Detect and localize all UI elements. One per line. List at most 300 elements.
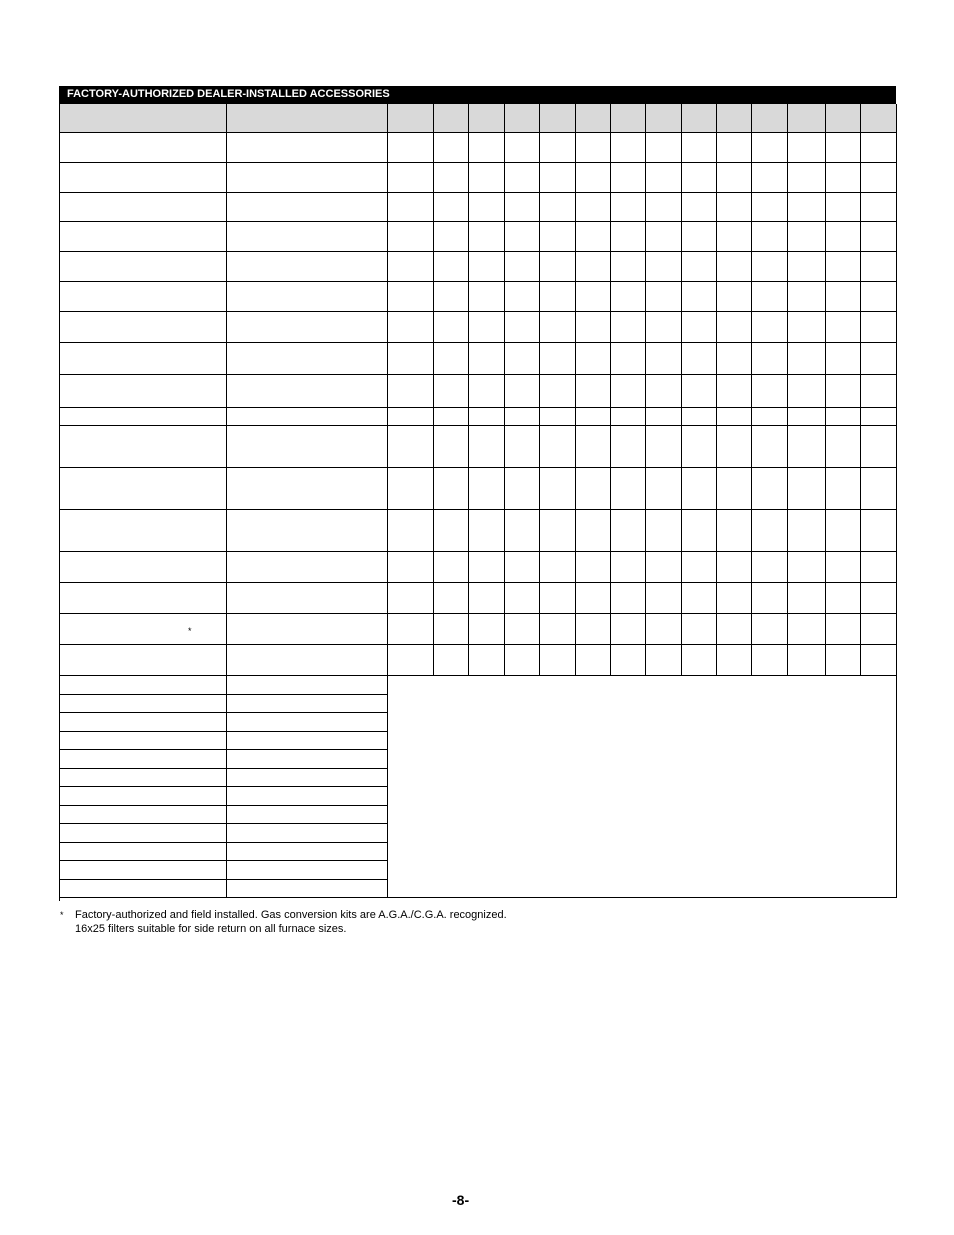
table-cell — [388, 252, 434, 282]
table-cell — [505, 252, 540, 282]
table-cell — [576, 510, 611, 552]
table-cell — [227, 193, 388, 222]
table-cell — [540, 510, 576, 552]
table-cell — [646, 193, 682, 222]
table-cell — [861, 614, 897, 645]
table-cell — [227, 343, 388, 375]
table-cell — [717, 312, 752, 343]
table-cell — [505, 193, 540, 222]
table-cell — [388, 193, 434, 222]
table-cell — [576, 408, 611, 426]
table-cell — [540, 252, 576, 282]
table-cell — [682, 426, 717, 468]
table-cell — [227, 252, 388, 282]
table-cell — [861, 163, 897, 193]
table-cell — [788, 163, 826, 193]
table-cell — [469, 222, 505, 252]
table-cell — [60, 861, 227, 880]
table-cell — [611, 468, 646, 510]
table-cell — [611, 552, 646, 583]
table-cell — [60, 843, 227, 861]
table-cell — [861, 312, 897, 343]
table-cell — [576, 583, 611, 614]
table-cell — [646, 133, 682, 163]
table-cell — [227, 222, 388, 252]
table-cell — [60, 614, 227, 645]
table-cell — [861, 133, 897, 163]
table-cell — [826, 163, 861, 193]
table-cell — [646, 468, 682, 510]
table-cell — [611, 614, 646, 645]
table-cell — [682, 133, 717, 163]
table-cell — [826, 426, 861, 468]
table-cell — [227, 732, 388, 750]
table-cell — [826, 468, 861, 510]
table-cell — [682, 375, 717, 408]
table-cell — [717, 468, 752, 510]
table-cell — [788, 252, 826, 282]
table-cell — [505, 552, 540, 583]
table-cell — [826, 282, 861, 312]
table-cell — [861, 645, 897, 676]
table-cell — [752, 163, 788, 193]
table-cell — [646, 375, 682, 408]
table-cell — [646, 552, 682, 583]
table-cell — [826, 133, 861, 163]
footnote-line-1: Factory-authorized and field installed. Gas conversion kits are A.G.A./C.G.A. recognized. — [75, 909, 507, 921]
table-cell — [717, 163, 752, 193]
table-cell — [752, 468, 788, 510]
table-cell — [752, 222, 788, 252]
table-cell — [576, 252, 611, 282]
table-cell — [826, 645, 861, 676]
table-cell — [388, 614, 434, 645]
footnote-marker: * — [60, 910, 64, 920]
table-cell — [434, 614, 469, 645]
table-cell — [717, 193, 752, 222]
table-cell — [469, 645, 505, 676]
table-cell — [469, 312, 505, 343]
table-cell — [505, 343, 540, 375]
table-cell — [434, 645, 469, 676]
table-cell — [60, 806, 227, 824]
table-cell — [227, 676, 388, 695]
table-cell — [505, 614, 540, 645]
table-cell — [540, 408, 576, 426]
table-cell — [540, 375, 576, 408]
table-cell — [826, 583, 861, 614]
table-cell — [826, 252, 861, 282]
table-cell — [611, 222, 646, 252]
table-cell — [388, 510, 434, 552]
table-cell — [505, 468, 540, 510]
table-cell — [788, 222, 826, 252]
table-cell — [788, 312, 826, 343]
table-cell — [788, 133, 826, 163]
table-cell — [540, 426, 576, 468]
header-cell — [540, 104, 576, 133]
table-cell — [388, 375, 434, 408]
table-cell — [60, 676, 227, 695]
table-cell — [469, 552, 505, 583]
table-cell — [752, 312, 788, 343]
table-cell — [826, 408, 861, 426]
table-cell — [469, 468, 505, 510]
table-cell — [682, 282, 717, 312]
table-cell — [717, 552, 752, 583]
table-cell — [540, 163, 576, 193]
table-cell — [227, 806, 388, 824]
table-cell — [469, 193, 505, 222]
header-cell — [388, 104, 434, 133]
table-cell — [646, 645, 682, 676]
header-cell — [682, 104, 717, 133]
table-cell — [576, 193, 611, 222]
table-cell — [505, 222, 540, 252]
header-cell — [227, 104, 388, 133]
table-cell — [60, 193, 227, 222]
table-cell — [646, 222, 682, 252]
table-cell — [434, 343, 469, 375]
table-cell — [60, 583, 227, 614]
table-cell — [505, 408, 540, 426]
table-cell — [646, 426, 682, 468]
table-cell — [469, 408, 505, 426]
table-cell — [788, 468, 826, 510]
table-cell — [388, 312, 434, 343]
table-cell — [540, 583, 576, 614]
table-cell — [861, 222, 897, 252]
table-cell — [861, 552, 897, 583]
table-cell — [469, 163, 505, 193]
table-cell — [576, 312, 611, 343]
table-cell — [576, 222, 611, 252]
header-cell — [752, 104, 788, 133]
table-cell — [469, 252, 505, 282]
table-cell — [505, 375, 540, 408]
table-cell — [611, 312, 646, 343]
table-cell — [752, 252, 788, 282]
table-cell — [576, 343, 611, 375]
header-cell — [861, 104, 897, 133]
table-cell — [60, 222, 227, 252]
table-cell — [826, 222, 861, 252]
table-cell — [60, 750, 227, 769]
table-cell — [788, 375, 826, 408]
table-cell — [682, 510, 717, 552]
table-cell — [227, 510, 388, 552]
table-cell — [861, 282, 897, 312]
table-cell — [540, 552, 576, 583]
table-cell — [611, 645, 646, 676]
table-cell — [717, 343, 752, 375]
table-cell — [505, 282, 540, 312]
table-cell — [826, 510, 861, 552]
table-cell — [717, 133, 752, 163]
table-cell — [227, 880, 388, 898]
table-cell — [611, 252, 646, 282]
table-cell — [576, 163, 611, 193]
table-cell — [227, 583, 388, 614]
table-cell — [469, 614, 505, 645]
header-cell — [717, 104, 752, 133]
table-cell — [861, 468, 897, 510]
table-cell — [227, 552, 388, 583]
table-cell — [717, 645, 752, 676]
table-cell — [227, 861, 388, 880]
table-cell — [434, 282, 469, 312]
table-cell — [434, 222, 469, 252]
table-cell — [682, 343, 717, 375]
table-cell — [540, 614, 576, 645]
table-cell — [60, 824, 227, 843]
table-cell — [788, 282, 826, 312]
table-cell — [788, 408, 826, 426]
table-cell — [646, 510, 682, 552]
table-cell — [388, 645, 434, 676]
header-cell — [434, 104, 469, 133]
table-cell — [227, 133, 388, 163]
table-cell — [227, 426, 388, 468]
table-cell — [861, 193, 897, 222]
table-cell — [469, 510, 505, 552]
table-cell — [60, 408, 227, 426]
table-cell — [469, 426, 505, 468]
table-cell — [60, 769, 227, 787]
asterisk-mark: * — [188, 626, 192, 636]
table-cell — [826, 312, 861, 343]
table-cell — [717, 583, 752, 614]
table-cell — [60, 880, 227, 898]
table-cell — [434, 133, 469, 163]
table-cell — [227, 713, 388, 732]
table-cell — [717, 614, 752, 645]
table-cell — [752, 282, 788, 312]
table-cell — [540, 193, 576, 222]
table-cell — [646, 583, 682, 614]
table-cell — [788, 614, 826, 645]
header-cell — [611, 104, 646, 133]
table-cell — [788, 426, 826, 468]
table-cell — [861, 375, 897, 408]
table-cell — [752, 133, 788, 163]
table-cell — [434, 193, 469, 222]
table-cell — [752, 614, 788, 645]
table-cell — [611, 282, 646, 312]
table-cell — [682, 193, 717, 222]
table-cell — [646, 252, 682, 282]
table-cell — [861, 252, 897, 282]
table-cell — [505, 645, 540, 676]
table-cell — [682, 552, 717, 583]
table-cell — [646, 163, 682, 193]
table-cell — [646, 282, 682, 312]
table-cell — [434, 426, 469, 468]
table-cell — [60, 252, 227, 282]
table-cell — [682, 312, 717, 343]
table-cell — [505, 133, 540, 163]
header-cell — [576, 104, 611, 133]
table-title: FACTORY-AUTHORIZED DEALER-INSTALLED ACCESSORIES — [59, 86, 896, 103]
table-cell — [682, 583, 717, 614]
table-cell — [469, 583, 505, 614]
table-cell — [611, 426, 646, 468]
table-cell — [826, 552, 861, 583]
table-cell — [227, 769, 388, 787]
table-cell — [788, 193, 826, 222]
accessories-table — [59, 103, 896, 901]
table-cell — [434, 583, 469, 614]
table-cell — [388, 163, 434, 193]
table-cell — [388, 583, 434, 614]
table-cell — [227, 843, 388, 861]
table-cell — [788, 645, 826, 676]
table-cell — [576, 426, 611, 468]
table-cell — [611, 163, 646, 193]
table-cell — [861, 510, 897, 552]
table-cell — [434, 468, 469, 510]
header-cell — [469, 104, 505, 133]
table-cell — [540, 645, 576, 676]
table-cell — [788, 343, 826, 375]
table-cell — [60, 343, 227, 375]
header-cell — [60, 104, 227, 133]
table-cell — [752, 510, 788, 552]
table-cell — [434, 375, 469, 408]
table-cell — [227, 375, 388, 408]
table-cell — [60, 510, 227, 552]
table-cell — [752, 375, 788, 408]
table-cell — [60, 732, 227, 750]
header-cell — [505, 104, 540, 133]
table-cell — [388, 426, 434, 468]
table-cell — [682, 163, 717, 193]
table-cell — [60, 163, 227, 193]
table-cell — [434, 163, 469, 193]
table-cell — [826, 193, 861, 222]
table-cell — [576, 282, 611, 312]
table-cell — [60, 282, 227, 312]
table-cell — [861, 583, 897, 614]
table-cell — [434, 252, 469, 282]
table-cell — [752, 426, 788, 468]
table-cell — [682, 645, 717, 676]
table-cell — [788, 510, 826, 552]
table-cell — [717, 375, 752, 408]
table-cell — [717, 222, 752, 252]
table-cell — [576, 133, 611, 163]
table-cell — [60, 426, 227, 468]
table-cell — [826, 614, 861, 645]
table-cell — [505, 510, 540, 552]
table-cell — [388, 133, 434, 163]
table-cell — [60, 645, 227, 676]
table-cell — [752, 583, 788, 614]
table-cell — [388, 552, 434, 583]
table-cell — [60, 133, 227, 163]
page-number: -8- — [452, 1192, 470, 1208]
table-cell — [752, 552, 788, 583]
table-cell — [861, 343, 897, 375]
table-cell — [540, 312, 576, 343]
table-cell — [861, 426, 897, 468]
table-cell — [646, 408, 682, 426]
table-cell — [505, 163, 540, 193]
table-cell — [540, 343, 576, 375]
table-cell — [752, 408, 788, 426]
table-cell — [717, 282, 752, 312]
table-cell — [227, 695, 388, 713]
table-cell — [60, 468, 227, 510]
table-cell — [646, 343, 682, 375]
remarks-block — [388, 676, 897, 898]
table-cell — [682, 614, 717, 645]
table-cell — [469, 282, 505, 312]
table-cell — [717, 510, 752, 552]
table-cell — [717, 426, 752, 468]
table-cell — [646, 312, 682, 343]
table-cell — [611, 343, 646, 375]
table-cell — [227, 282, 388, 312]
table-cell — [60, 552, 227, 583]
table-cell — [60, 375, 227, 408]
table-cell — [682, 468, 717, 510]
table-cell — [505, 426, 540, 468]
table-cell — [434, 552, 469, 583]
table-cell — [646, 614, 682, 645]
footnote-line-2: 16x25 filters suitable for side return on all furnace sizes. — [75, 923, 347, 935]
table-cell — [469, 375, 505, 408]
table-cell — [434, 312, 469, 343]
table-cell — [611, 133, 646, 163]
table-cell — [469, 133, 505, 163]
table-cell — [434, 408, 469, 426]
table-cell — [752, 343, 788, 375]
table-cell — [576, 614, 611, 645]
table-cell — [826, 375, 861, 408]
table-cell — [60, 695, 227, 713]
table-cell — [611, 193, 646, 222]
table-cell — [611, 510, 646, 552]
table-cell — [682, 408, 717, 426]
table-cell — [505, 583, 540, 614]
table-cell — [540, 133, 576, 163]
table-cell — [227, 408, 388, 426]
table-cell — [752, 645, 788, 676]
table-cell — [540, 222, 576, 252]
header-cell — [788, 104, 826, 133]
table-cell — [576, 375, 611, 408]
table-cell — [60, 787, 227, 806]
table-cell — [717, 252, 752, 282]
table-cell — [60, 713, 227, 732]
table-cell — [826, 343, 861, 375]
table-cell — [788, 552, 826, 583]
table-cell — [540, 468, 576, 510]
table-cell — [388, 408, 434, 426]
table-cell — [505, 312, 540, 343]
table-cell — [788, 583, 826, 614]
table-cell — [227, 468, 388, 510]
table-cell — [576, 645, 611, 676]
table-cell — [434, 510, 469, 552]
table-cell — [717, 408, 752, 426]
table-cell — [611, 408, 646, 426]
table-cell — [227, 750, 388, 769]
table-cell — [388, 282, 434, 312]
table-cell — [682, 222, 717, 252]
table-cell — [576, 468, 611, 510]
